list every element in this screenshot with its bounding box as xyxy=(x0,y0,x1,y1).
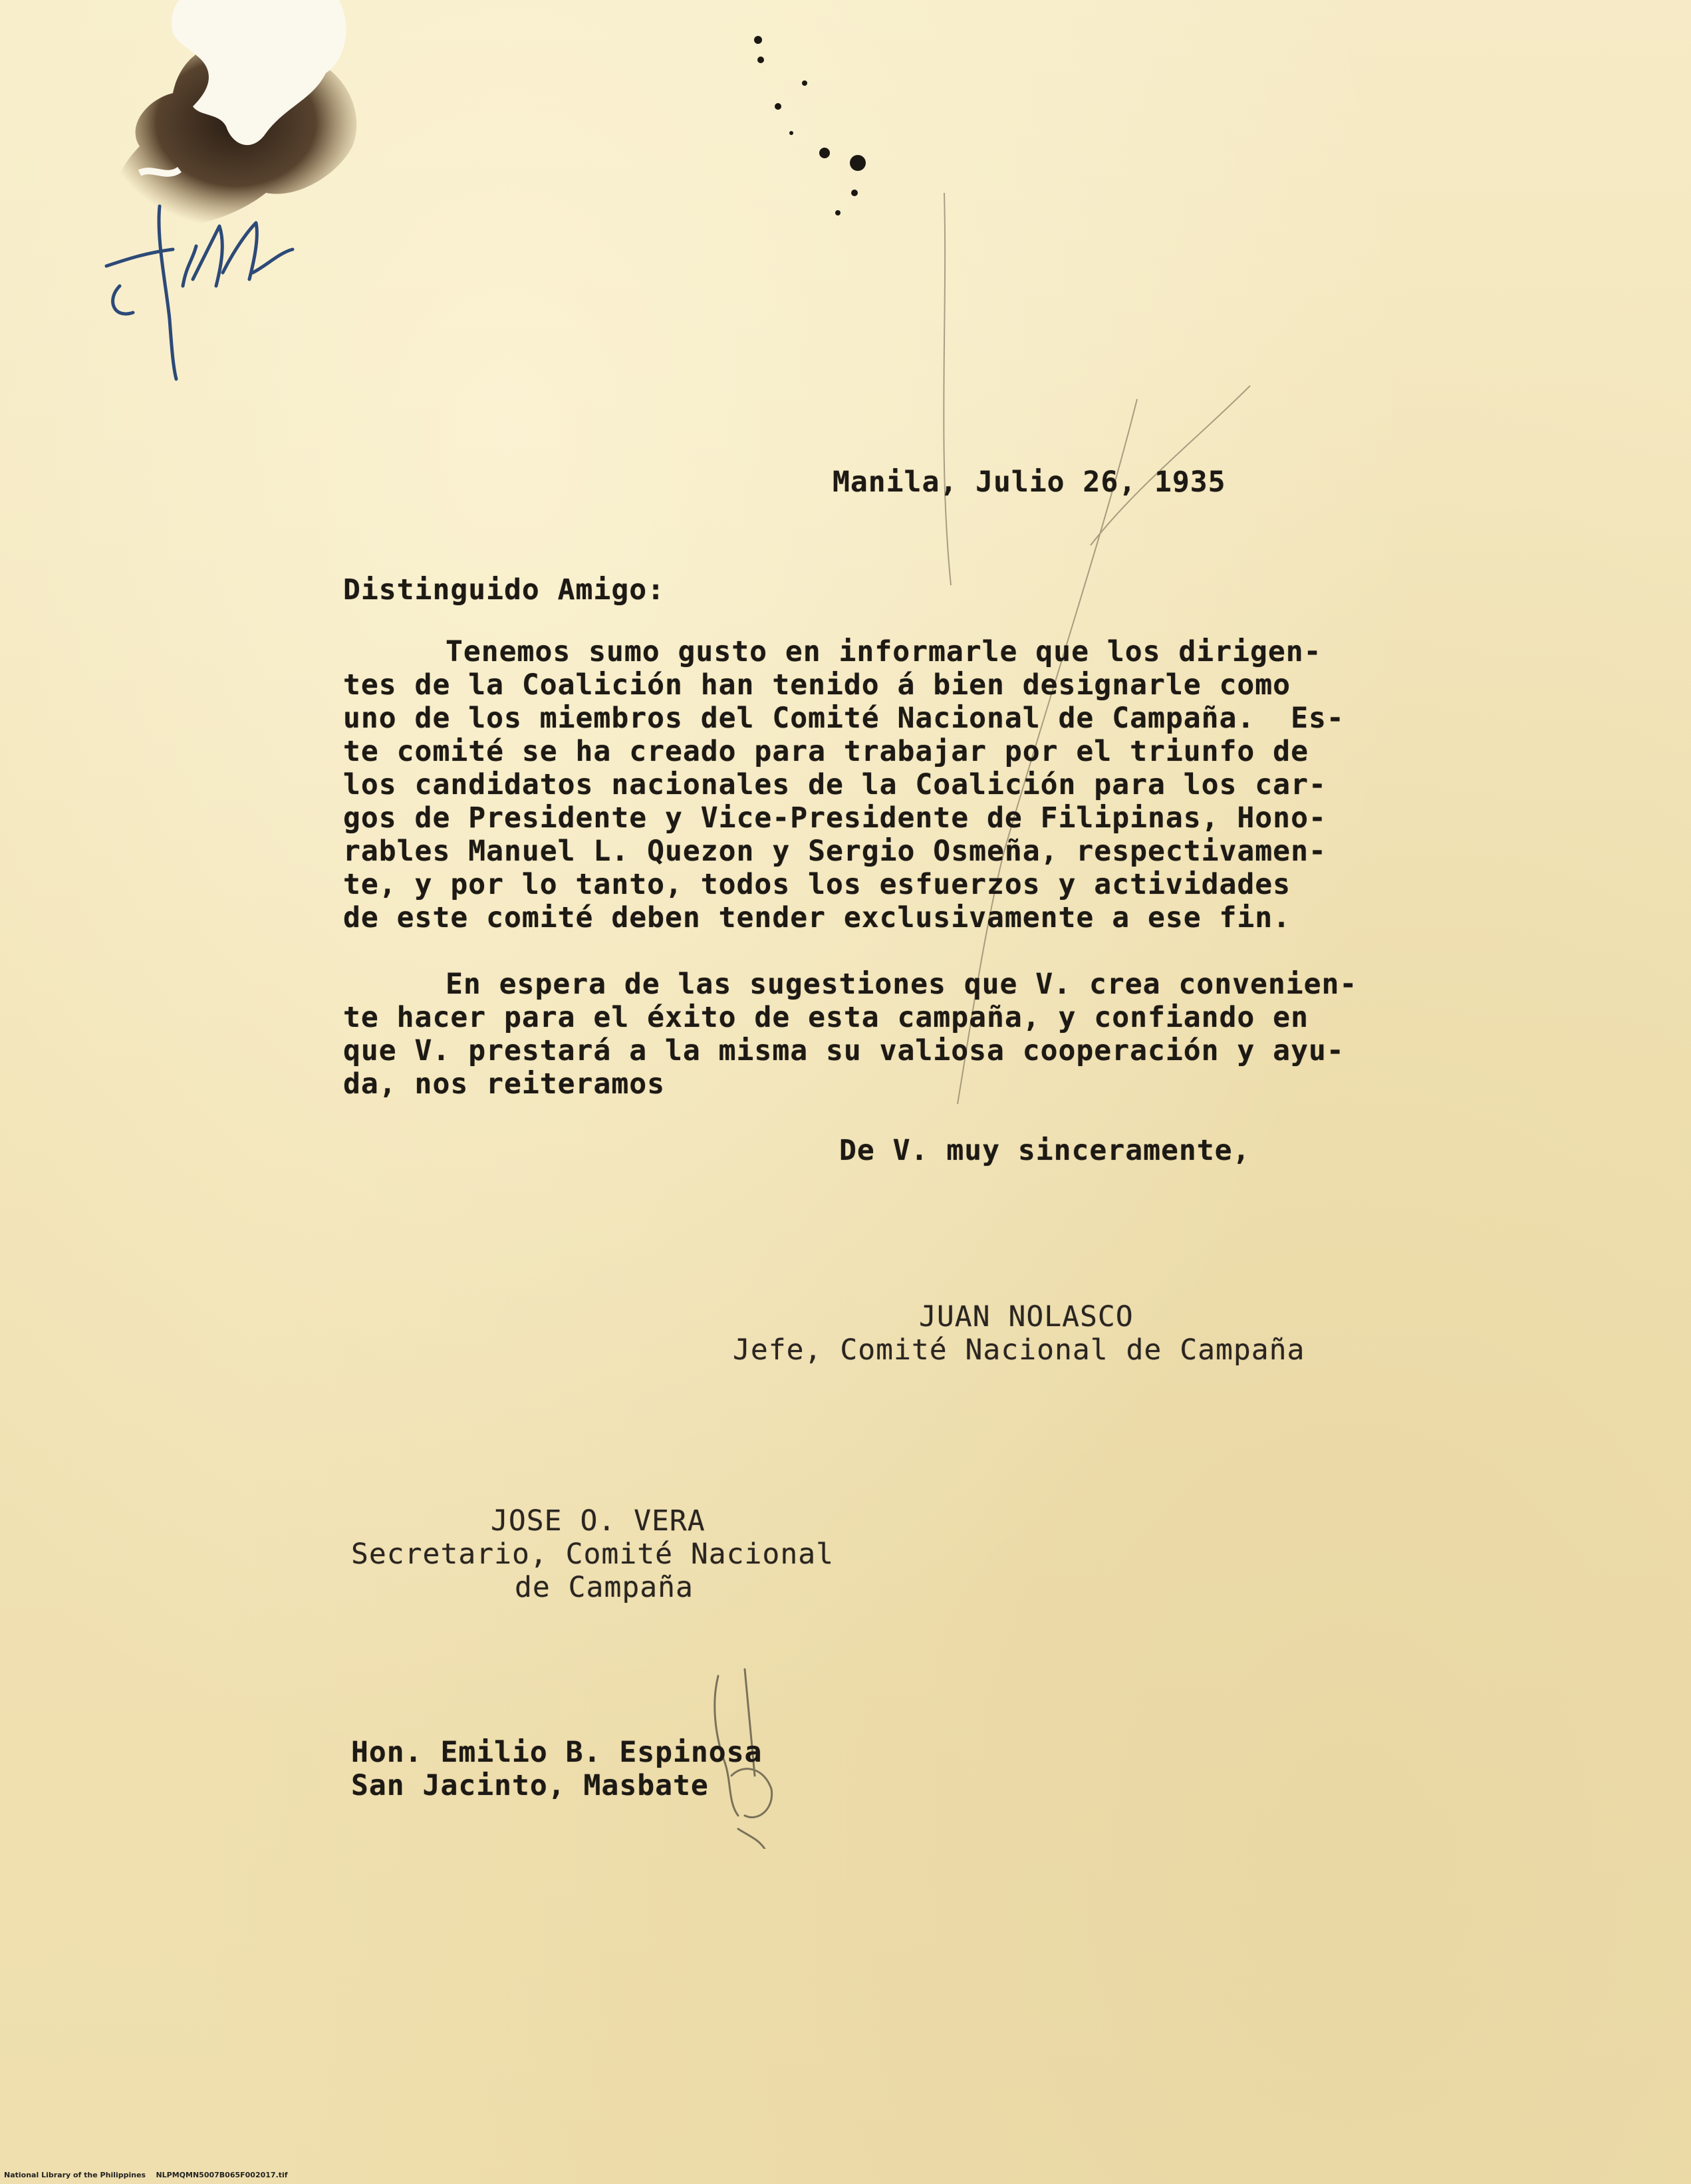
archive-footer xyxy=(4,2171,288,2179)
body-paragraph-2-line: En espera de las sugestiones que V. crea convenien- xyxy=(446,968,1358,1001)
handwritten-note-text: File xyxy=(93,186,95,187)
signatory-title: Jefe, Comité Nacional de Campaña xyxy=(733,1333,1305,1367)
addressee-name: Hon. Emilio B. Espinosa xyxy=(351,1736,763,1769)
letter-closing: De V. muy sinceramente, xyxy=(839,1134,1251,1167)
ink-blot-marks xyxy=(731,20,904,233)
body-paragraph-1-line: gos de Presidente y Vice-Presidente de Filipinas, Hono- xyxy=(343,801,1327,835)
body-paragraph-1-line: uno de los miembros del Comité Nacional de Campaña. Es- xyxy=(343,702,1345,735)
body-paragraph-1-line: te comité se ha creado para trabajar por el triunfo de xyxy=(343,735,1309,768)
body-paragraph-1-line: rables Manuel L. Quezon y Sergio Osmeña, respectivamen- xyxy=(343,835,1327,868)
body-paragraph-1-line: te, y por lo tanto, todos los esfuerzos y actividades xyxy=(343,868,1291,901)
cosignatory-title: Secretario, Comité Nacional xyxy=(351,1538,834,1571)
cosignatory-name: JOSE O. VERA xyxy=(491,1504,706,1538)
body-paragraph-1-line: tes de la Coalición han tenido á bien designarle como xyxy=(343,668,1291,702)
letter-date: Manila, Julio 26, 1935 xyxy=(833,466,1226,499)
addressee-location: San Jacinto, Masbate xyxy=(351,1769,709,1802)
body-paragraph-2-line: da, nos reiteramos xyxy=(343,1067,665,1101)
footer-library: National Library of the Philippines xyxy=(4,2171,146,2179)
body-paragraph-2-line: que V. prestará a la misma su valiosa cooperación y ayu- xyxy=(343,1034,1345,1067)
body-paragraph-1-line: de este comité deben tender exclusivamente a ese fin. xyxy=(343,901,1291,934)
signatory-name: JUAN NOLASCO xyxy=(919,1300,1134,1333)
footer-code: NLPMQMN5007B065F002017.tif xyxy=(156,2171,288,2179)
body-paragraph-2-line: te hacer para el éxito de esta campaña, y confiando en xyxy=(343,1001,1309,1034)
cosignatory-title: de Campaña xyxy=(515,1571,694,1604)
body-paragraph-1-line: Tenemos sumo gusto en informarle que los dirigen- xyxy=(446,635,1322,668)
handwritten-file-annotation xyxy=(93,186,319,399)
body-paragraph-1-line: los candidatos nacionales de la Coalición para los car- xyxy=(343,768,1327,801)
letter-salutation: Distinguido Amigo: xyxy=(343,573,665,607)
